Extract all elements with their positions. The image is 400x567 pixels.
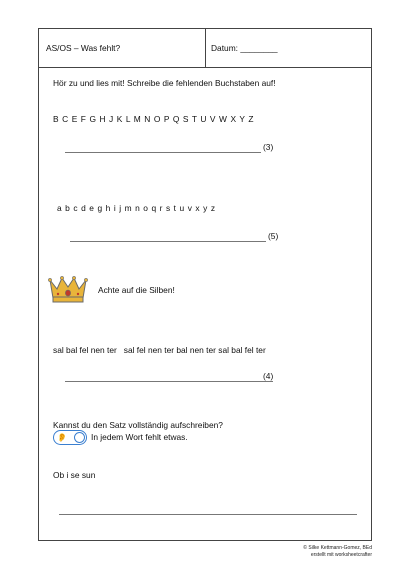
date-field[interactable]: Datum: ________ — [211, 43, 278, 53]
uppercase-answer-line[interactable] — [65, 152, 261, 153]
uppercase-letters: B C E F G H J K L M N O P Q S T U V W X Y Z — [53, 114, 255, 124]
worksheet-title: AS/OS – Was fehlt? — [46, 43, 121, 53]
sentence-answer-line[interactable] — [59, 514, 357, 515]
incomplete-sentence: Ob i se sun — [53, 470, 96, 480]
crown-note: Achte auf die Silben! — [98, 285, 175, 295]
header-divider — [205, 29, 206, 67]
toggle-knob — [74, 432, 85, 443]
audio-toggle[interactable] — [53, 430, 87, 445]
lowercase-answer-line[interactable] — [70, 241, 266, 242]
crown-icon — [47, 274, 89, 304]
footer-copyright: © Silke Kettmann-Gomez, BEd — [303, 545, 372, 551]
ear-audio-toggle-icon: 👂 — [57, 433, 67, 442]
syllable-points: (4) — [263, 371, 274, 381]
worksheet — [38, 28, 372, 541]
lowercase-letters: a b c d e g h i j m n o q r s t u v x y z — [57, 203, 216, 213]
instruction-text: Hör zu und lies mit! Schreibe die fehlenden Buchstaben auf! — [53, 78, 276, 88]
footer-credit: erstellt mit worksheetcrafter — [310, 552, 372, 558]
sentence-hint: In jedem Wort fehlt etwas. — [91, 432, 188, 442]
uppercase-points: (3) — [263, 142, 274, 152]
worksheet-header — [39, 29, 371, 68]
syllable-answer-line[interactable] — [65, 381, 273, 382]
syllable-sequence: sal bal fel nen ter sal fel nen ter bal nen ter sal bal fel ter — [53, 345, 266, 355]
lowercase-points: (5) — [268, 231, 279, 241]
sentence-question: Kannst du den Satz vollständig aufschreiben? — [53, 420, 223, 430]
